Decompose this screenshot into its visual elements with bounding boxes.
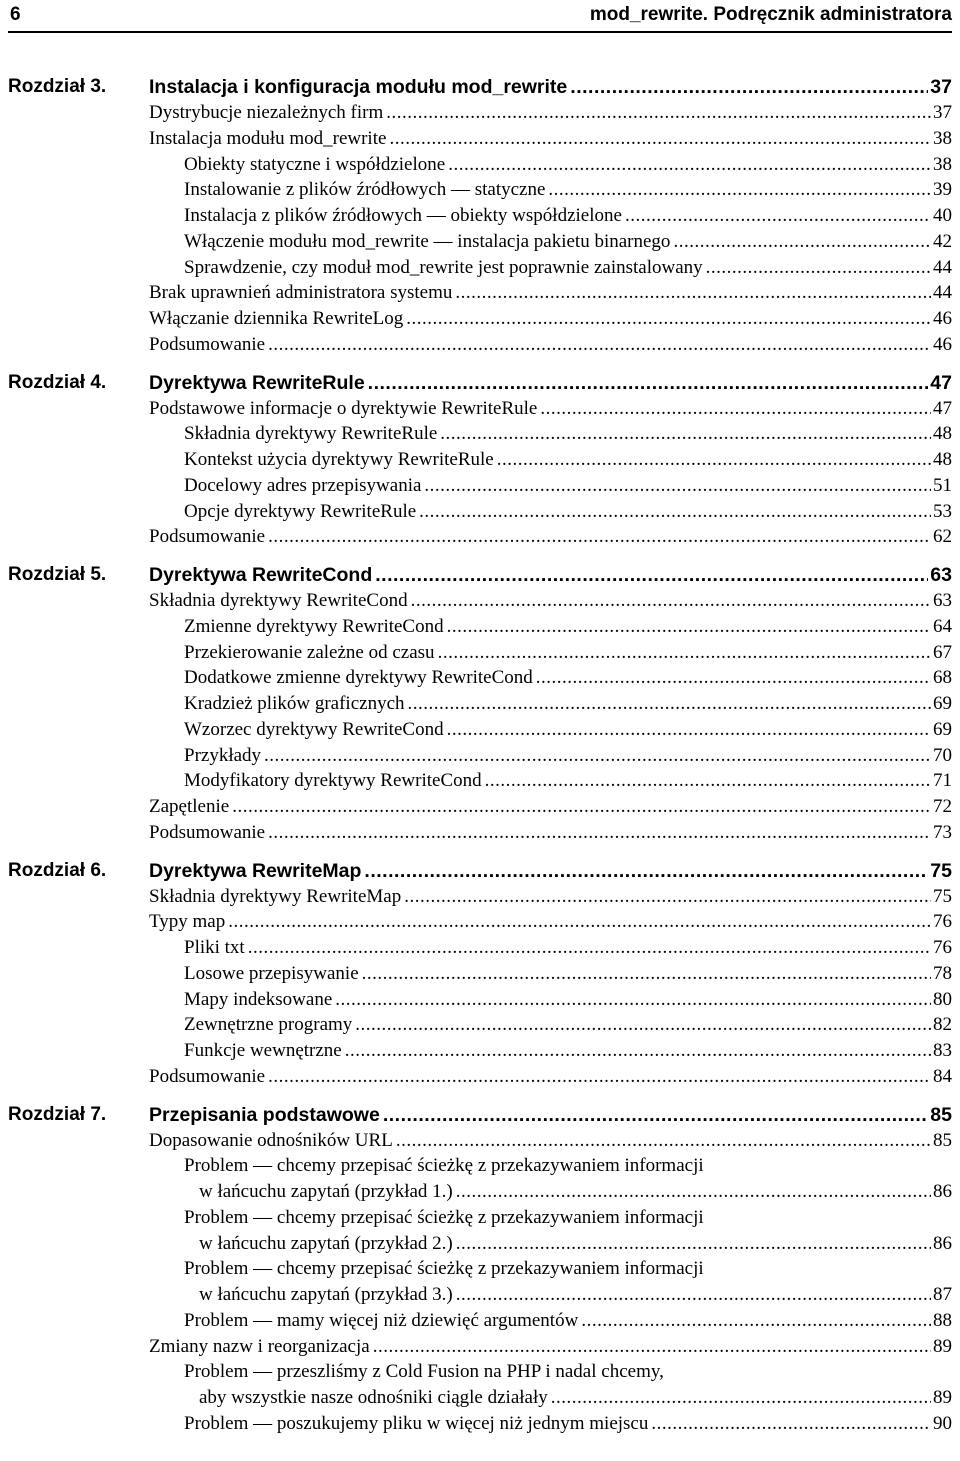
dot-leader bbox=[248, 935, 931, 961]
dot-leader bbox=[540, 396, 931, 422]
dot-leader bbox=[438, 640, 931, 666]
entry-title: Dodatkowe zmienne dyrektywy RewriteCond bbox=[184, 667, 533, 689]
dot-leader bbox=[232, 794, 931, 820]
toc-entry bbox=[184, 614, 952, 640]
dot-leader bbox=[419, 499, 931, 525]
page-number-ref: 86 bbox=[933, 1181, 952, 1202]
entry-title-line: Problem — chcemy przepisać ścieżkę z przekazywaniem informacji bbox=[184, 1258, 704, 1280]
dot-leader bbox=[485, 768, 931, 794]
entry-title: Zapętlenie bbox=[149, 796, 230, 817]
page-number-ref: 86 bbox=[933, 1232, 952, 1254]
dot-leader bbox=[536, 665, 931, 691]
entry-title: Kradzież plików graficznych bbox=[184, 693, 405, 714]
chapter-title-row bbox=[149, 74, 952, 100]
dot-leader bbox=[264, 743, 931, 769]
entry-title: Zewnętrzne programy bbox=[184, 1014, 353, 1036]
entry-title: Opcje dyrektywy RewriteRule bbox=[184, 500, 417, 522]
dot-leader bbox=[268, 524, 931, 550]
page-number-ref: 85 bbox=[933, 1129, 952, 1151]
page-number-ref: 82 bbox=[933, 1014, 952, 1036]
dot-leader bbox=[625, 203, 931, 229]
page-number-ref: 48 bbox=[933, 423, 952, 445]
entry-title: Brak uprawnień administratora systemu bbox=[149, 282, 453, 304]
chapter-block bbox=[0, 562, 960, 846]
entry-title: Składnia dyrektywy RewriteRule bbox=[184, 423, 438, 445]
entry-title: Podsumowanie bbox=[149, 821, 266, 843]
dot-leader bbox=[228, 909, 931, 935]
entry-title-line: Problem — chcemy przepisać ścieżkę z przekazywaniem informacji bbox=[184, 1206, 704, 1228]
dot-leader bbox=[335, 987, 931, 1013]
page-number-ref: 75 bbox=[933, 885, 952, 907]
entry-title: Problem — mamy więcej niż dziewięć argumentów bbox=[184, 1309, 579, 1331]
header-rule bbox=[8, 31, 952, 33]
toc-entry bbox=[199, 1231, 952, 1257]
entry-title: aby wszystkie nasze odnośniki ciągle działały bbox=[199, 1387, 548, 1408]
dot-leader bbox=[581, 1308, 931, 1334]
page-number-ref: 70 bbox=[933, 744, 952, 766]
toc-entry bbox=[184, 691, 952, 717]
entry-title: Pliki txt bbox=[184, 937, 245, 958]
toc-entry bbox=[149, 909, 952, 935]
entry-title: Podsumowanie bbox=[149, 526, 266, 548]
dot-leader bbox=[424, 473, 931, 499]
page-number-ref: 46 bbox=[933, 333, 952, 355]
page-number-ref: 71 bbox=[933, 770, 952, 792]
toc-entry bbox=[199, 1385, 952, 1411]
dot-leader bbox=[551, 1385, 931, 1411]
dot-leader bbox=[375, 562, 928, 588]
page-number-ref: 38 bbox=[933, 127, 952, 149]
dot-leader bbox=[411, 588, 931, 614]
dot-leader bbox=[268, 332, 931, 358]
dot-leader bbox=[570, 74, 928, 100]
page-number-ref: 37 bbox=[933, 102, 952, 123]
toc-entry bbox=[149, 588, 952, 614]
entry-title: Dyrektywa RewriteCond bbox=[149, 564, 373, 586]
toc-entry bbox=[184, 961, 952, 987]
entry-title: Problem — poszukujemy pliku w więcej niż jednym miejscu bbox=[184, 1412, 649, 1434]
dot-leader bbox=[389, 126, 931, 152]
entry-title: Docelowy adres przepisywania bbox=[184, 474, 422, 496]
page-number-ref: 62 bbox=[933, 526, 952, 548]
page-number-ref: 44 bbox=[933, 256, 952, 278]
dot-leader bbox=[706, 255, 931, 281]
table-of-contents bbox=[0, 74, 960, 1449]
dot-leader bbox=[447, 614, 931, 640]
toc-entry bbox=[149, 126, 952, 152]
dot-leader bbox=[364, 858, 928, 884]
chapter-label: Rozdział 4. bbox=[8, 371, 107, 393]
entry-title: Składnia dyrektywy RewriteCond bbox=[149, 590, 408, 611]
toc-entry bbox=[149, 396, 952, 422]
entry-title: Dopasowanie odnośników URL bbox=[149, 1129, 393, 1151]
page-number-ref: 69 bbox=[933, 718, 952, 740]
dot-leader bbox=[548, 177, 931, 203]
dot-leader bbox=[355, 1012, 931, 1038]
toc-entry bbox=[149, 100, 952, 126]
entry-title: w łańcuchu zapytań (przykład 1.) bbox=[199, 1181, 453, 1202]
page-number-ref: 48 bbox=[933, 449, 952, 470]
toc-entry bbox=[149, 1064, 952, 1090]
entry-title-line: Problem — przeszliśmy z Cold Fusion na PHP i nadal chcemy, bbox=[184, 1361, 664, 1383]
toc-entry bbox=[149, 306, 952, 332]
entry-title: Funkcje wewnętrzne bbox=[184, 1040, 342, 1061]
dot-leader bbox=[404, 884, 931, 910]
entry-title: Przekierowanie zależne od czasu bbox=[184, 641, 435, 663]
chapter-title-row bbox=[149, 1102, 952, 1128]
toc-entry bbox=[184, 640, 952, 666]
page-number-ref: 42 bbox=[933, 230, 952, 252]
toc-entry bbox=[184, 768, 952, 794]
chapter-block bbox=[0, 370, 960, 551]
page-number-ref: 47 bbox=[930, 371, 952, 394]
entry-title: Instalacja i konfiguracja modułu mod_rewrite bbox=[149, 76, 568, 98]
entry-title: Instalacja modułu mod_rewrite bbox=[149, 127, 387, 149]
page-number-ref: 89 bbox=[933, 1387, 952, 1408]
dot-leader bbox=[396, 1128, 931, 1154]
toc-entry bbox=[149, 884, 952, 910]
toc-entry bbox=[149, 1128, 952, 1154]
page-number-ref: 37 bbox=[930, 76, 952, 98]
entry-title: Wzorzec dyrektywy RewriteCond bbox=[184, 718, 444, 740]
page-number-ref: 90 bbox=[933, 1412, 952, 1434]
entry-title: Dyrektywa RewriteRule bbox=[149, 371, 365, 394]
toc-entry bbox=[184, 665, 952, 691]
page-number-ref: 63 bbox=[933, 590, 952, 611]
toc-entry bbox=[184, 229, 952, 255]
chapter-label: Rozdział 6. bbox=[8, 859, 107, 881]
toc-entry bbox=[149, 280, 952, 306]
page-number-ref: 80 bbox=[933, 988, 952, 1010]
page-number-ref: 68 bbox=[933, 667, 952, 689]
page-number-ref: 40 bbox=[933, 205, 952, 226]
toc-entry bbox=[184, 473, 952, 499]
toc-entry bbox=[184, 203, 952, 229]
dot-leader bbox=[456, 1282, 931, 1308]
page-number-ref: 53 bbox=[933, 500, 952, 522]
entry-title: Mapy indeksowane bbox=[184, 988, 333, 1010]
toc-entry bbox=[184, 152, 952, 178]
entry-title: Włączanie dziennika RewriteLog bbox=[149, 308, 404, 329]
page-number-ref: 88 bbox=[933, 1309, 952, 1331]
dot-leader bbox=[368, 370, 929, 396]
dot-leader bbox=[456, 1231, 931, 1257]
entry-title: Przepisania podstawowe bbox=[149, 1103, 380, 1126]
chapter-label: Rozdział 7. bbox=[8, 1103, 107, 1125]
page-number-ref: 51 bbox=[933, 474, 952, 496]
entry-title: w łańcuchu zapytań (przykład 3.) bbox=[199, 1284, 453, 1305]
toc-entry bbox=[184, 177, 952, 203]
toc-entry bbox=[199, 1282, 952, 1308]
running-header bbox=[8, 0, 952, 30]
toc-entry bbox=[184, 1411, 952, 1437]
dot-leader bbox=[447, 717, 931, 743]
page-number-ref: 39 bbox=[933, 179, 952, 201]
entry-title: Instalacja z plików źródłowych — obiekty współdzielone bbox=[184, 205, 622, 226]
toc-entry bbox=[184, 1038, 952, 1064]
chapter-title-row bbox=[149, 370, 952, 396]
toc-entry bbox=[184, 743, 952, 769]
entry-title: Instalowanie z plików źródłowych — statyczne bbox=[184, 179, 546, 201]
toc-entry bbox=[149, 794, 952, 820]
chapter-block bbox=[0, 1102, 960, 1437]
toc-entry bbox=[184, 447, 952, 473]
page-number-ref: 44 bbox=[933, 282, 952, 304]
page-number-ref: 89 bbox=[933, 1335, 952, 1357]
chapter-label: Rozdział 5. bbox=[8, 564, 107, 585]
dot-leader bbox=[448, 152, 931, 178]
dot-leader bbox=[386, 100, 931, 126]
dot-leader bbox=[455, 280, 931, 306]
page-number-ref: 67 bbox=[933, 641, 952, 663]
toc-entry bbox=[184, 499, 952, 525]
toc-entry bbox=[184, 1308, 952, 1334]
entry-title: Zmiany nazw i reorganizacja bbox=[149, 1335, 370, 1357]
page-number-ref: 47 bbox=[933, 397, 952, 419]
dot-leader bbox=[408, 691, 931, 717]
dot-leader bbox=[345, 1038, 931, 1064]
entry-title: w łańcuchu zapytań (przykład 2.) bbox=[199, 1232, 453, 1254]
toc-entry bbox=[199, 1179, 952, 1205]
chapter-block bbox=[0, 858, 960, 1090]
page-number-ref: 84 bbox=[933, 1065, 952, 1087]
toc-entry bbox=[184, 1012, 952, 1038]
entry-title: Kontekst użycia dyrektywy RewriteRule bbox=[184, 449, 494, 470]
chapter-label: Rozdział 3. bbox=[8, 76, 107, 97]
page-number-ref: 64 bbox=[933, 615, 952, 637]
chapter-title-row bbox=[149, 562, 952, 588]
dot-leader bbox=[406, 306, 931, 332]
page-number: 6 bbox=[10, 4, 21, 25]
toc-entry bbox=[149, 820, 952, 846]
toc-entry bbox=[149, 332, 952, 358]
page-number-ref: 78 bbox=[933, 962, 952, 984]
entry-title: Modyfikatory dyrektywy RewriteCond bbox=[184, 770, 482, 792]
dot-leader bbox=[440, 421, 931, 447]
entry-title: Obiekty statyczne i współdzielone bbox=[184, 153, 446, 175]
entry-title: Typy map bbox=[149, 911, 226, 933]
entry-title-line: Problem — chcemy przepisać ścieżkę z przekazywaniem informacji bbox=[184, 1155, 704, 1177]
page-number-ref: 46 bbox=[933, 308, 952, 329]
dot-leader bbox=[362, 961, 931, 987]
page-number-ref: 63 bbox=[930, 564, 952, 586]
entry-title: Sprawdzenie, czy moduł mod_rewrite jest poprawnie zainstalowany bbox=[184, 256, 703, 278]
page-number-ref: 72 bbox=[933, 796, 952, 817]
page-number-ref: 76 bbox=[933, 911, 952, 933]
toc-entry bbox=[184, 935, 952, 961]
toc-entry bbox=[184, 987, 952, 1013]
dot-leader bbox=[268, 820, 931, 846]
page-number-ref: 87 bbox=[933, 1284, 952, 1305]
entry-title: Dyrektywa RewriteMap bbox=[149, 859, 362, 882]
dot-leader bbox=[373, 1334, 931, 1360]
dot-leader bbox=[456, 1179, 931, 1205]
page-number-ref: 38 bbox=[933, 153, 952, 175]
entry-title: Przykłady bbox=[184, 744, 262, 766]
entry-title: Zmienne dyrektywy RewriteCond bbox=[184, 615, 444, 637]
chapter-block bbox=[0, 74, 960, 358]
entry-title: Podsumowanie bbox=[149, 1065, 266, 1087]
toc-entry bbox=[149, 524, 952, 550]
toc-entry bbox=[184, 421, 952, 447]
page-number-ref: 75 bbox=[930, 859, 952, 882]
entry-title: Dystrybucje niezależnych firm bbox=[149, 102, 384, 123]
page-number-ref: 73 bbox=[933, 821, 952, 843]
page-number-ref: 69 bbox=[933, 693, 952, 714]
entry-title: Podstawowe informacje o dyrektywie RewriteRule bbox=[149, 397, 538, 419]
page-number-ref: 76 bbox=[933, 937, 952, 958]
dot-leader bbox=[497, 447, 931, 473]
entry-title: Włączenie modułu mod_rewrite — instalacja pakietu binarnego bbox=[184, 230, 671, 252]
page-number-ref: 83 bbox=[933, 1040, 952, 1061]
dot-leader bbox=[383, 1102, 928, 1128]
running-title: mod_rewrite. Podręcznik administratora bbox=[589, 4, 952, 25]
dot-leader bbox=[651, 1411, 931, 1437]
dot-leader bbox=[673, 229, 931, 255]
toc-entry bbox=[184, 255, 952, 281]
page-number-ref: 85 bbox=[930, 1103, 952, 1126]
entry-title: Składnia dyrektywy RewriteMap bbox=[149, 885, 402, 907]
toc-entry bbox=[149, 1334, 952, 1360]
entry-title: Podsumowanie bbox=[149, 333, 266, 355]
dot-leader bbox=[268, 1064, 931, 1090]
chapter-title-row bbox=[149, 858, 952, 884]
entry-title: Losowe przepisywanie bbox=[184, 962, 359, 984]
toc-entry bbox=[184, 717, 952, 743]
